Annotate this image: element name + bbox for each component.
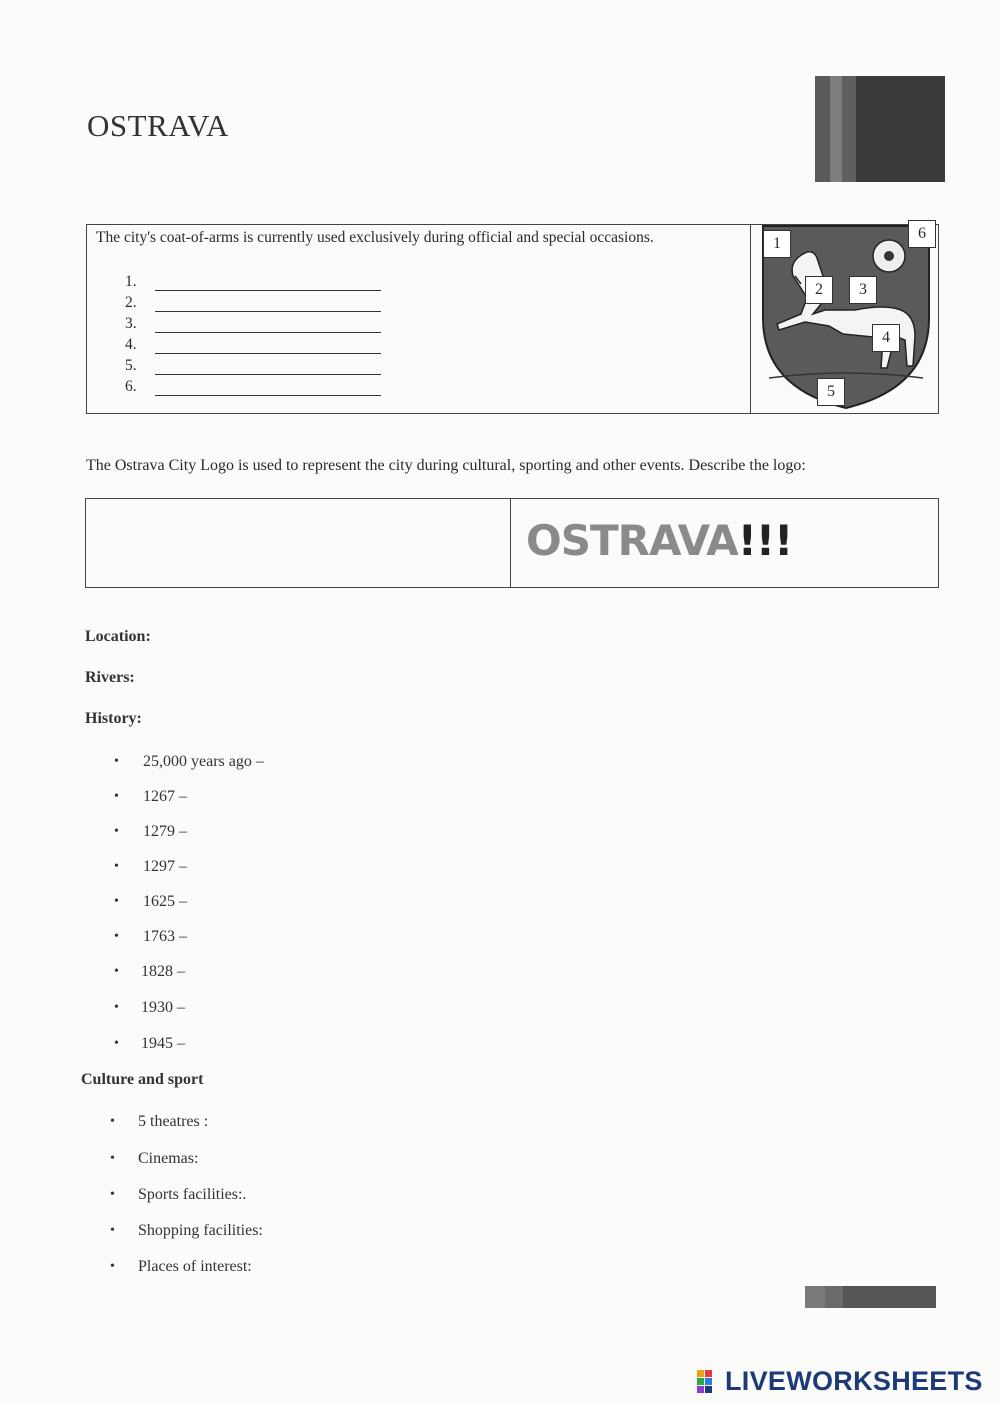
list-item: 1625 – (143, 893, 187, 910)
coat-of-arms-intro: The city's coat-of-arms is currently used exclusively during official and special occasions. (96, 229, 654, 246)
brand-watermark (697, 1366, 983, 1397)
location-label: Location: (85, 628, 151, 645)
list-item: 1. (125, 270, 381, 291)
list-item: 1828 – (141, 963, 185, 980)
corner-decoration (815, 76, 945, 182)
answer-line-1[interactable] (155, 278, 381, 291)
list-item: Shopping facilities: (138, 1222, 263, 1239)
list-item: 1945 – (141, 1035, 185, 1052)
marker-5: 5 (817, 378, 845, 406)
logo-intro: The Ostrava City Logo is used to represent the city during cultural, sporting and other events. Describe the logo: (86, 457, 806, 474)
list-item: 4. (125, 333, 381, 354)
ostrava-logo: OSTRAVA!!! (526, 516, 793, 565)
logo-divider (510, 498, 511, 588)
list-item: 1279 – (143, 823, 187, 840)
answer-line-6[interactable] (155, 383, 381, 396)
list-item: 1267 – (143, 788, 187, 805)
marker-6: 6 (908, 220, 936, 248)
list-item: Sports facilities:. (138, 1186, 247, 1203)
culture-label: Culture and sport (81, 1071, 204, 1088)
marker-2: 2 (805, 276, 833, 304)
answer-line-2[interactable] (155, 299, 381, 312)
footer-decoration (805, 1286, 936, 1308)
list-item: 6. (125, 375, 381, 396)
liveworksheets-logo-icon (697, 1370, 721, 1394)
list-item: 1763 – (143, 928, 187, 945)
list-item: 5 theatres : (138, 1113, 209, 1130)
coat-of-arms-divider (750, 224, 751, 414)
answer-line-5[interactable] (155, 362, 381, 375)
marker-3: 3 (849, 276, 877, 304)
list-item: 25,000 years ago – (143, 753, 264, 770)
list-item: 5. (125, 354, 381, 375)
list-item: 1930 – (141, 999, 185, 1016)
brand-name: LIVEWORKSHEETS (725, 1366, 983, 1396)
answer-line-4[interactable] (155, 341, 381, 354)
marker-1: 1 (763, 230, 791, 258)
coat-of-arms-list (125, 270, 381, 396)
list-item: Cinemas: (138, 1150, 199, 1167)
rivers-label: Rivers: (85, 669, 135, 686)
logo-description-field[interactable] (90, 503, 504, 583)
history-label: History: (85, 710, 142, 727)
answer-line-3[interactable] (155, 320, 381, 333)
list-item: 2. (125, 291, 381, 312)
page-title: OSTRAVA (87, 108, 229, 143)
coat-of-arms-image (755, 218, 945, 414)
marker-4: 4 (872, 324, 900, 352)
list-item: 3. (125, 312, 381, 333)
list-item: 1297 – (143, 858, 187, 875)
list-item: Places of interest: (138, 1258, 252, 1275)
